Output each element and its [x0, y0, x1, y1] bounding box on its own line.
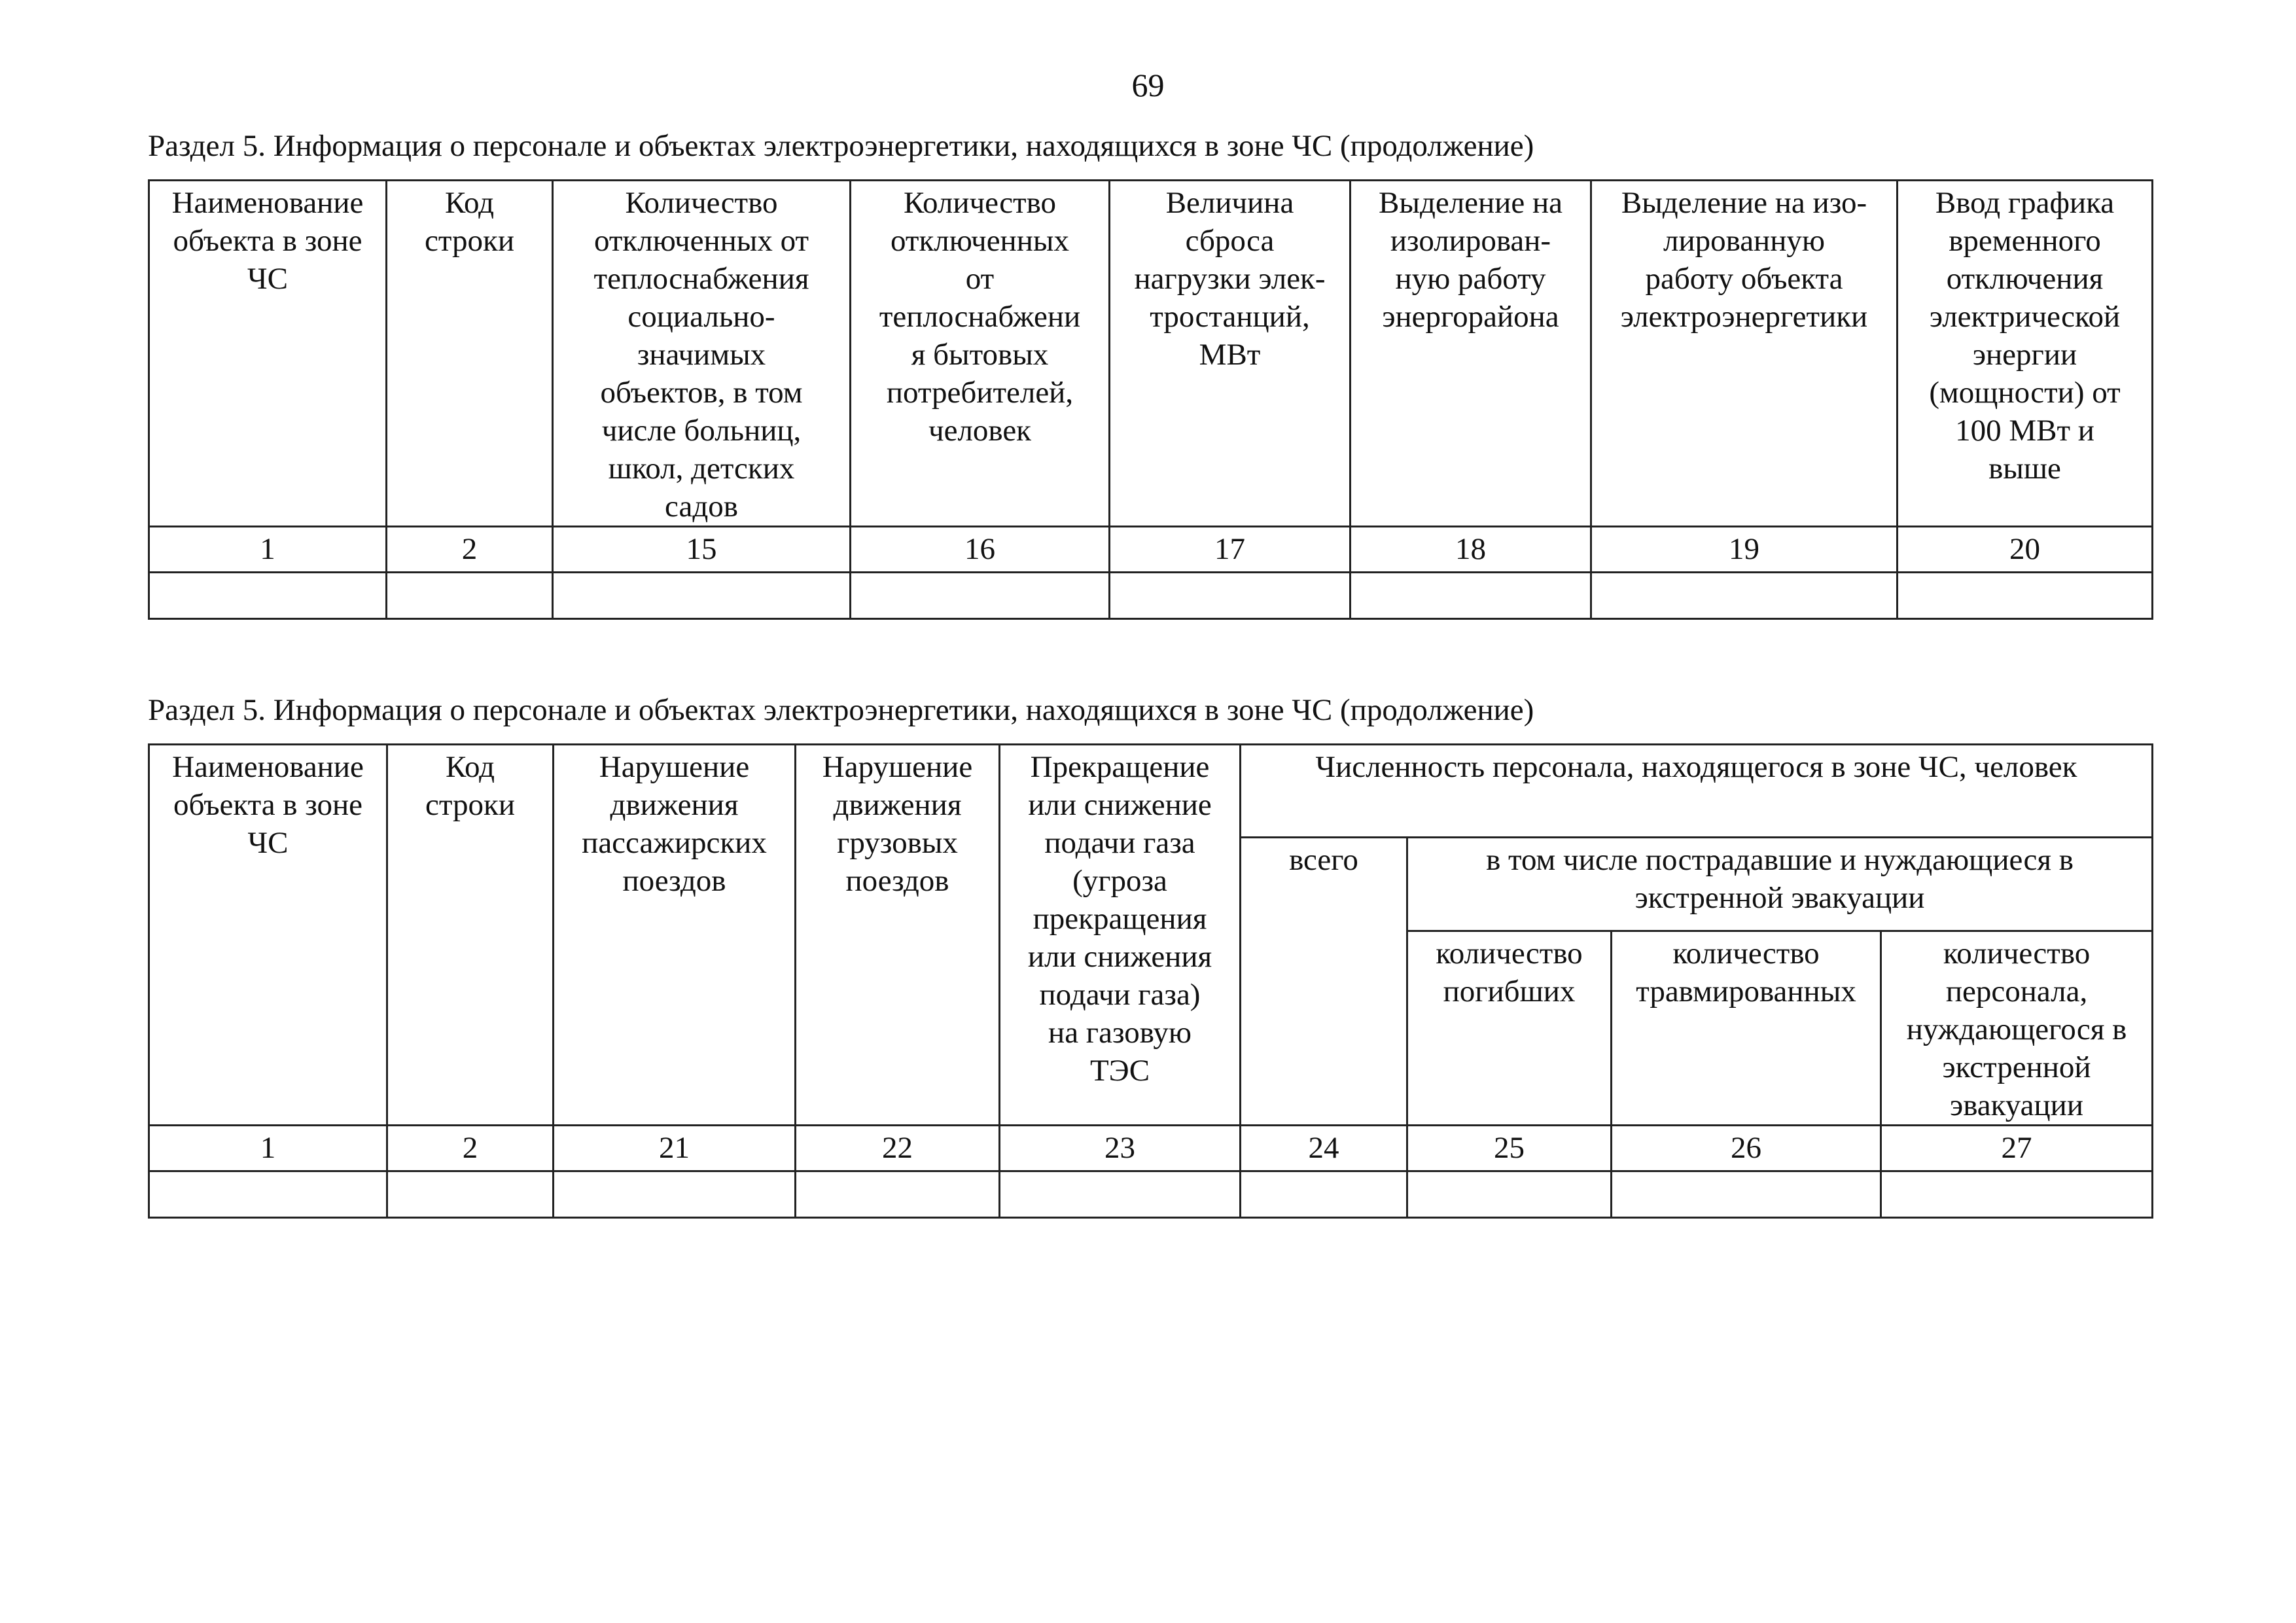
table1-header-cell [1591, 181, 1898, 527]
table1-column-number: 1 [149, 527, 387, 573]
table2-column-number: 24 [1241, 1126, 1407, 1171]
table2-header-cell [1407, 931, 1612, 1126]
table1-data-cell [553, 573, 851, 619]
table1-header-isolated-object: Выделение на изо- лированную работу объекта электроэнергетики [1620, 186, 1868, 334]
table2-header-total: всего [1289, 843, 1358, 877]
table1-header-household-consumers: Количество отключенных от теплоснабжени я бытовых потребителей, человек [879, 186, 1081, 448]
table1-header-load-shedding: Величина сброса нагрузки элек- тростанций, МВт [1134, 186, 1326, 372]
table2-header-cell [1881, 931, 2153, 1126]
table2-header-freight-trains: Нарушение движения грузовых поездов [822, 750, 973, 898]
table1-header-cell [1110, 181, 1351, 527]
table1-data-cell [1110, 573, 1351, 619]
table2-data-cell [1000, 1171, 1241, 1218]
table2-header-cell [149, 745, 387, 1126]
table2-column-number: 22 [796, 1126, 1000, 1171]
table2-header-evacuation: количество персонала, нуждающегося в экстренной эвакуации [1906, 936, 2127, 1122]
table2-header-cell [1612, 931, 1881, 1126]
table2-column-number: 1 [149, 1126, 387, 1171]
table2-header-code: Код строки [425, 750, 515, 822]
table2-header-including-victims: в том числе пострадавшие и нуждающиеся в экстренной эвакуации [1486, 843, 2074, 915]
table1-column-number: 15 [553, 527, 851, 573]
table2-header-dead: количество погибших [1436, 936, 1583, 1008]
table1-header-cell [387, 181, 553, 527]
table2-column-number: 26 [1612, 1126, 1881, 1171]
table2-header-cell [1241, 745, 2153, 838]
table1-data-cell [1898, 573, 2153, 619]
table2-data-cell [796, 1171, 1000, 1218]
table2-data-cell [387, 1171, 554, 1218]
table1-header-cell [553, 181, 851, 527]
table2-column-number: 21 [554, 1126, 796, 1171]
table1-data-cell [851, 573, 1110, 619]
table2-data-cell [1241, 1171, 1407, 1218]
table2-header-cell [1407, 838, 2153, 931]
table2-header-gas-supply: Прекращение или снижение подачи газа (угроза прекращения или снижения подачи газа) на газовую ТЭС [1027, 750, 1212, 1088]
table2-data-cell [149, 1171, 387, 1218]
table1-column-number: 19 [1591, 527, 1898, 573]
table-section-5-part-1 [148, 179, 2153, 620]
table2-header-personnel-count: Численность персонала, находящегося в зоне ЧС, человек [1315, 750, 2077, 784]
table1-column-number-row [149, 527, 2153, 573]
table1-data-cell [1351, 573, 1591, 619]
table1-data-cell [1591, 573, 1898, 619]
table2-header-passenger-trains: Нарушение движения пассажирских поездов [582, 750, 767, 898]
table2-header-row-1 [149, 745, 2153, 838]
table1-header-social-objects: Количество отключенных от теплоснабжения социально- значимых объектов, в том числе больниц, школ, детских садов [593, 186, 809, 524]
table2-data-row [149, 1171, 2153, 1218]
table2-column-number-row [149, 1126, 2153, 1171]
table2-column-number: 23 [1000, 1126, 1241, 1171]
table1-column-number: 16 [851, 527, 1110, 573]
table1-column-number: 2 [387, 527, 553, 573]
table1-header-cell [1898, 181, 2153, 527]
table2-data-cell [1407, 1171, 1612, 1218]
table1-column-number: 18 [1351, 527, 1591, 573]
table1-column-number: 20 [1898, 527, 2153, 573]
table2-column-number: 27 [1881, 1126, 2153, 1171]
table1-header-code: Код строки [425, 186, 514, 258]
table2-header-cell [387, 745, 554, 1126]
table1-header-cell [149, 181, 387, 527]
table1-column-number: 17 [1110, 527, 1351, 573]
table1-header-name: Наименование объекта в зоне ЧС [171, 186, 364, 296]
table1-header-isolated-district: Выделение на изолирован- ную работу энергорайона [1379, 186, 1563, 334]
table1-data-cell [149, 573, 387, 619]
table2-header-cell [796, 745, 1000, 1126]
table1-header-row [149, 181, 2153, 527]
table2-column-number: 2 [387, 1126, 554, 1171]
section-title-1: Раздел 5. Информация о персонале и объектах электроэнергетики, находящихся в зоне ЧС (продолжение) [148, 129, 1534, 163]
table2-data-cell [1612, 1171, 1881, 1218]
table2-header-injured: количество травмированных [1636, 936, 1856, 1008]
table1-header-cell [1351, 181, 1591, 527]
table1-header-outage-schedule: Ввод графика временного отключения электрической энергии (мощности) от 100 МВт и выше [1929, 186, 2121, 486]
table1-data-row [149, 573, 2153, 619]
page-number: 69 [1131, 67, 1165, 103]
table2-header-cell [554, 745, 796, 1126]
table2-header-name: Наименование объекта в зоне ЧС [172, 750, 364, 860]
section-title-2: Раздел 5. Информация о персонале и объектах электроэнергетики, находящихся в зоне ЧС (продолжение) [148, 693, 1534, 727]
table2-header-cell [1241, 838, 1407, 1126]
table1-header-cell [851, 181, 1110, 527]
table2-data-cell [554, 1171, 796, 1218]
table2-data-cell [1881, 1171, 2153, 1218]
table1-data-cell [387, 573, 553, 619]
table2-column-number: 25 [1407, 1126, 1612, 1171]
table2-header-cell [1000, 745, 1241, 1126]
table-section-5-part-2 [148, 743, 2153, 1219]
